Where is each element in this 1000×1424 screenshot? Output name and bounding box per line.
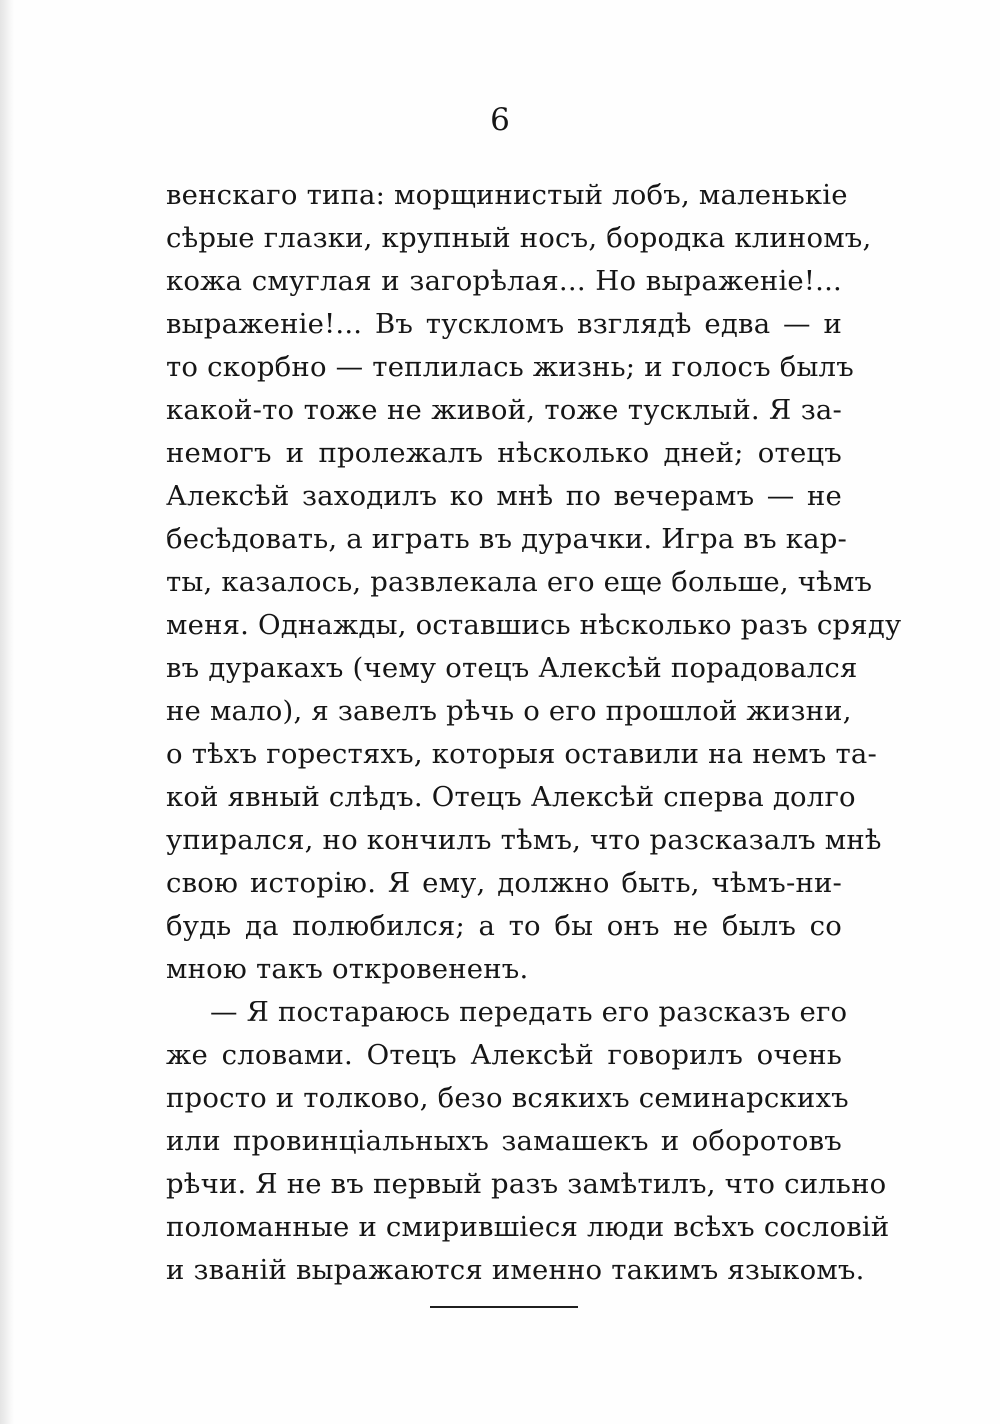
body-text <box>166 174 902 1292</box>
text-line: меня. Однажды, оставшись нѣсколько разъ сряду <box>166 609 902 641</box>
paragraph-2 <box>166 991 890 1292</box>
text-line: и званій выражаются именно такимъ языкомъ. <box>166 1254 865 1286</box>
text-line: свою исторію. Я ему, должно быть, чѣмъ-ни- <box>166 867 842 899</box>
text-line: или провинціальныхъ замашекъ и оборотовъ <box>166 1125 842 1157</box>
text-line: то скорбно — теплилась жизнь; и голосъ былъ <box>166 351 854 383</box>
text-line: выраженіе!... Въ тускломъ взглядѣ едва — и <box>166 308 842 340</box>
text-line: кой явный слѣдъ. Отецъ Алексѣй сперва долго <box>166 781 856 813</box>
text-line: ты, казалось, развлекала его еще больше, чѣмъ <box>166 566 873 598</box>
text-line: въ дуракахъ (чему отецъ Алексѣй порадовался <box>166 652 858 684</box>
page-number: 6 <box>490 102 510 138</box>
paragraph-1 <box>166 174 902 991</box>
text-line: поломанные и смирившіеся люди всѣхъ сословій <box>166 1211 890 1243</box>
text-line: упирался, но кончилъ тѣмъ, что разсказалъ мнѣ <box>166 824 882 856</box>
text-line: рѣчи. Я не въ первый разъ замѣтилъ, что сильно <box>166 1168 887 1200</box>
text-line: кожа смуглая и загорѣлая... Но выраженіе!... <box>166 265 842 297</box>
page-edge-shadow <box>0 0 14 1424</box>
page-end-rule <box>430 1306 578 1308</box>
text-line: сѣрые глазки, крупный носъ, бородка клиномъ, <box>166 222 872 254</box>
text-line: бесѣдовать, а играть въ дурачки. Игра въ кар- <box>166 523 847 555</box>
text-line: будь да полюбился; а то бы онъ не былъ со <box>166 910 842 942</box>
text-line: просто и толково, безо всякихъ семинарскихъ <box>166 1082 849 1114</box>
text-line: какой-то тоже не живой, тоже тусклый. Я за- <box>166 394 842 426</box>
text-line: же словами. Отецъ Алексѣй говорилъ очень <box>166 1039 842 1071</box>
text-line: не мало), я завелъ рѣчь о его прошлой жизни, <box>166 695 852 727</box>
text-line: венскаго типа: морщинистый лобъ, маленькіе <box>166 179 848 211</box>
text-line: немогъ и пролежалъ нѣсколько дней; отецъ <box>166 437 842 469</box>
text-line: — Я постараюсь передать его разсказъ его <box>210 996 848 1028</box>
text-line: о тѣхъ горестяхъ, которыя оставили на немъ та- <box>166 738 877 770</box>
text-line: Алексѣй заходилъ ко мнѣ по вечерамъ — не <box>166 480 842 512</box>
text-line: мною такъ откровененъ. <box>166 953 529 985</box>
